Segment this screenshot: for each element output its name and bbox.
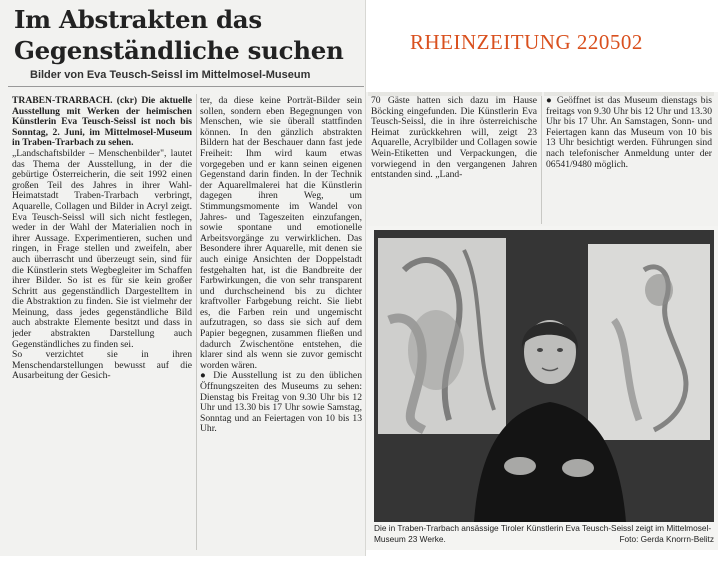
painting-right [588,244,710,440]
article-body-1: „Landschaftsbilder – Menschenbilder", lautet das Thema der Ausstellung, in der die gebürtige Österreicherin, die seit 1992 einen großen Teil des Jahres in ihrer Wahl-Heimatstadt Traben-Trarbach verbringt, Aquarelle, Collagen und Bilder in Acryl zeigt. Eva Teusch-Seissl will sich nicht festlegen, weder in der Wahl der Materialien noch in ihrer Aussage. Experimentieren, suchen und ringen, in Frage stellen und zweifeln, aber auch überrascht und überzeugt sein, sind für die Künstlerin stets Wegbegleiter im Schaffen ihrer Bilder. So ist es für sie kein großer Schritt aus gegenständlich Dargestelltem in die Abstraktion zu finden. Sie ist vielmehr der Meinung, dass jedes gegenständliche Bild auch abstrakte Elemente besitzt und dass in jeder abstrakten Darstellung auch Gegenständliches zu finden sei. So verzichtet sie in ihren Menschendarstellungen bewusst auf die Ausarbeitung der Gesich- [12,147,192,382]
photo-credit: Foto: Gerda Knorrn-Belitz [619,534,714,544]
photo-caption [374,523,714,545]
article-column-2: ter, da diese keine Porträt-Bilder sein sollen, sondern eben Begegnungen von Menschen, wie sie überall stattfinden können. In den gänzlich abstrakten Bildern hat der Beschauer dann fast jede Freiheit: Ihm wird kaum etwas vorgegeben und er kann seinen eigenen Gegenstand darin finden. In der Technik der Aquarellmalerei hat die Künstlerin dagegen ihren Weg, um Stimmungsmomente im Wandel von Jahres- und Tageszeiten einzufangen, sowie spontane und emotionelle Arbeitsvorgänge zu verwirklichen. Das Besondere ihrer Aquarelle, mit denen sie auch einige Ansichten der Doppelstadt festgehalten hat, ist die Bandbreite der Farbwirkungen, die von sehr transparent und durchscheinend bis zu dichter kraftvoller Farbgebung reicht. Sie liebt es, die Farben rein und ungemischt aufzutragen, so dass sie sich auf dem Papier begegnen, zusammen fließen und dadurch Zwischentöne entstehen, die klarer sind als wenn sie zuvor gemischt worden wären. ● Die Ausstellung ist zu den üblichen Öffnungszeiten des Museums zu sehen: Dienstag bis Freitag von 9.30 Uhr bis 12 Uhr und 13.30 bis 17 Uhr sowie Samstag, Sonntag und an Feiertagen von 10 bis 13 Uhr. [200,96,362,435]
article-column-4: ● Geöffnet ist das Museum dienstags bis freitags von 9.30 Uhr bis 12 Uhr und 13.30 Uhr bis 17 Uhr. An Samstagen, Sonn- und Feiertagen kann das Museum von 10 bis 13 Uhr besichtigt werden. Führungen sind nach telefonischer Anmeldung unter der 06541/9480 möglich. [546,96,712,170]
article-lead: TRABEN-TRARBACH. (ckr) Die aktuelle Ausstellung mit Werken der heimischen Künstlerin Eva Teusch-Seissl ist noch bis Sonntag, 2. Juni, im Mittelmosel-Museum in Traben-Trarbach zu sehen. [12,96,192,149]
headline-rule [8,86,364,87]
painting-left [378,238,506,434]
photo-caption-text: Die in Traben-Trarbach ansässige Tiroler Künstlerin Eva Teusch-Seissl zeigt im Mittelmosel-Museum 23 Werke. [374,523,712,544]
article-headline [14,4,364,66]
artist-photo [374,230,714,522]
column-rule [196,94,197,550]
article-column-1 [12,96,192,550]
headline-line-2: Gegenständliche suchen [14,36,344,65]
headline-line-1: Im Abstrakten das [14,5,262,34]
column-rule [541,94,542,224]
source-stamp: RHEINZEITUNG 220502 [410,30,643,54]
article-column-3: 70 Gäste hatten sich dazu im Hause Böcking eingefunden. Die Künstlerin Eva Teusch-Seissl, die in ihre österreichische Heimat zurückkehren will, zeigt 23 Aquarelle, Acrylbilder und Collagen sowie Wein-Etiketten und Verpackungen, die vorwiegend in den vergangenen Jahren entstanden sind. „Land- [371,96,537,181]
article-subheadline: Bilder von Eva Teusch-Seissl im Mittelmosel-Museum [30,69,311,81]
